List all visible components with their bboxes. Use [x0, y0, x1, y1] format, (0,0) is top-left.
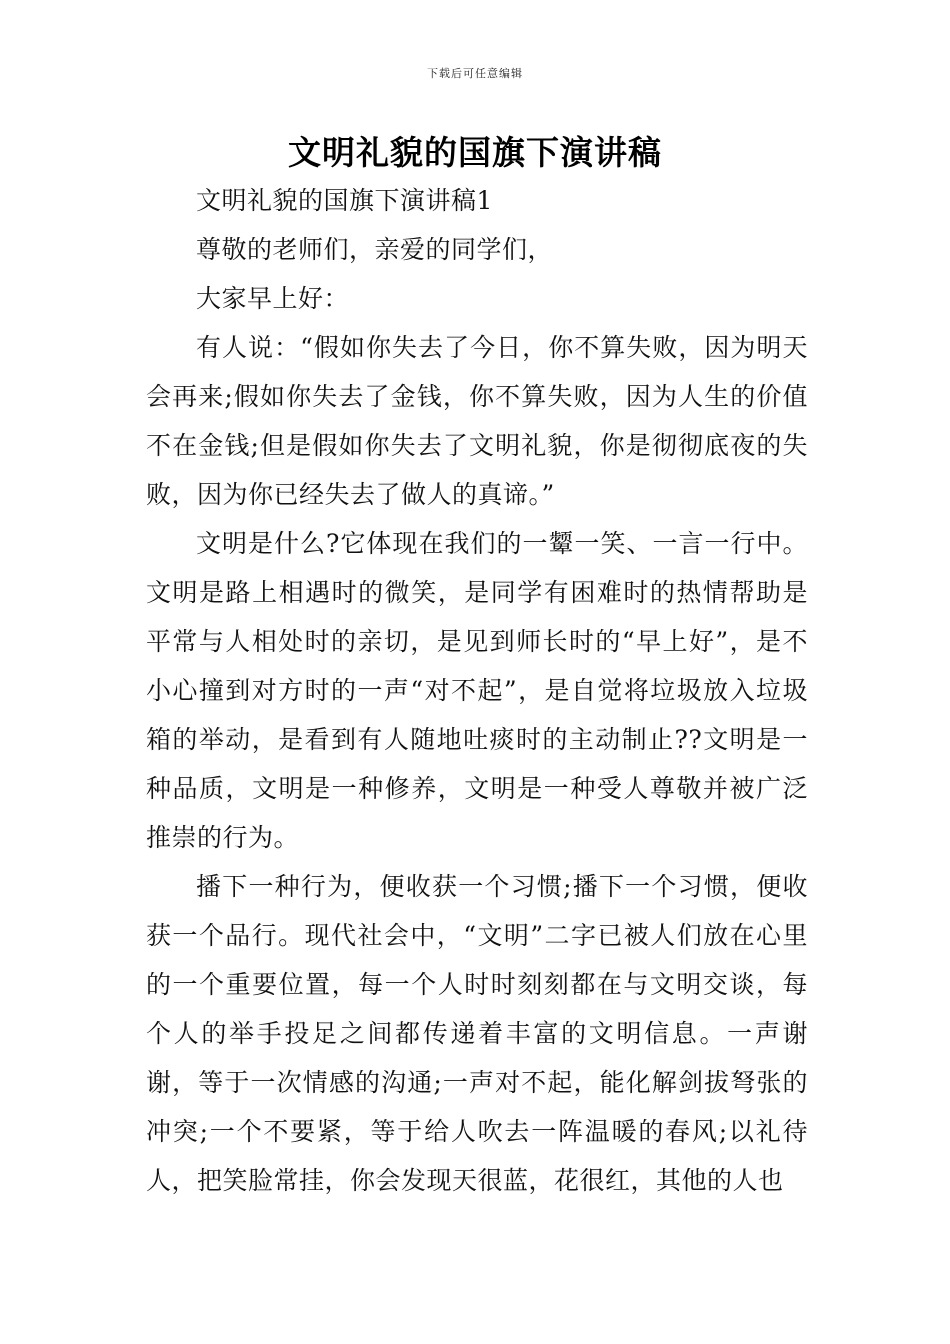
subtitle-paragraph: 文明礼貌的国旗下演讲稿1 — [196, 186, 493, 215]
greeting-paragraph: 大家早上好： — [196, 284, 350, 313]
document-body — [146, 176, 808, 1205]
body-paragraph: 播下一种行为，便收获一个习惯;播下一个习惯，便收获一个品行。现代社会中，“文明”二字已被人们放在心里的一个重要位置，每一个人时时刻刻都在与文明交谈，每个人的举手投足之间都传递着丰富的文明信息。一声谢谢，等于一次情感的沟通;一声对不起，能化解剑拔弩张的冲突;一个不要紧，等于给人吹去一阵温暖的春风;以礼待人，把笑脸常挂，你会发现天很蓝，花很红，其他的人也 — [146, 872, 808, 1195]
body-paragraph: 文明是什么?它体现在我们的一颦一笑、一言一行中。文明是路上相遇时的微笑，是同学有困难时的热情帮助是平常与人相处时的亲切，是见到师长时的“早上好”，是不小心撞到对方时的一声“对不起”，是自觉将垃圾放入垃圾箱的举动，是看到有人随地吐痰时的主动制止??文明是一种品质，文明是一种修养，文明是一种受人尊敬并被广泛推崇的行为。 — [146, 529, 808, 852]
body-paragraph: 有人说：“假如你失去了今日，你不算失败，因为明天会再来;假如你失去了金钱，你不算失败，因为人生的价值不在金钱;但是假如你失去了文明礼貌，你是彻彻底夜的失败，因为你已经失去了做人的真谛。” — [146, 333, 808, 509]
salutation-paragraph: 尊敬的老师们，亲爱的同学们， — [196, 235, 554, 264]
header-note: 下载后可任意编辑 — [427, 67, 523, 80]
document-title: 文明礼貌的国旗下演讲稿 — [288, 133, 662, 172]
